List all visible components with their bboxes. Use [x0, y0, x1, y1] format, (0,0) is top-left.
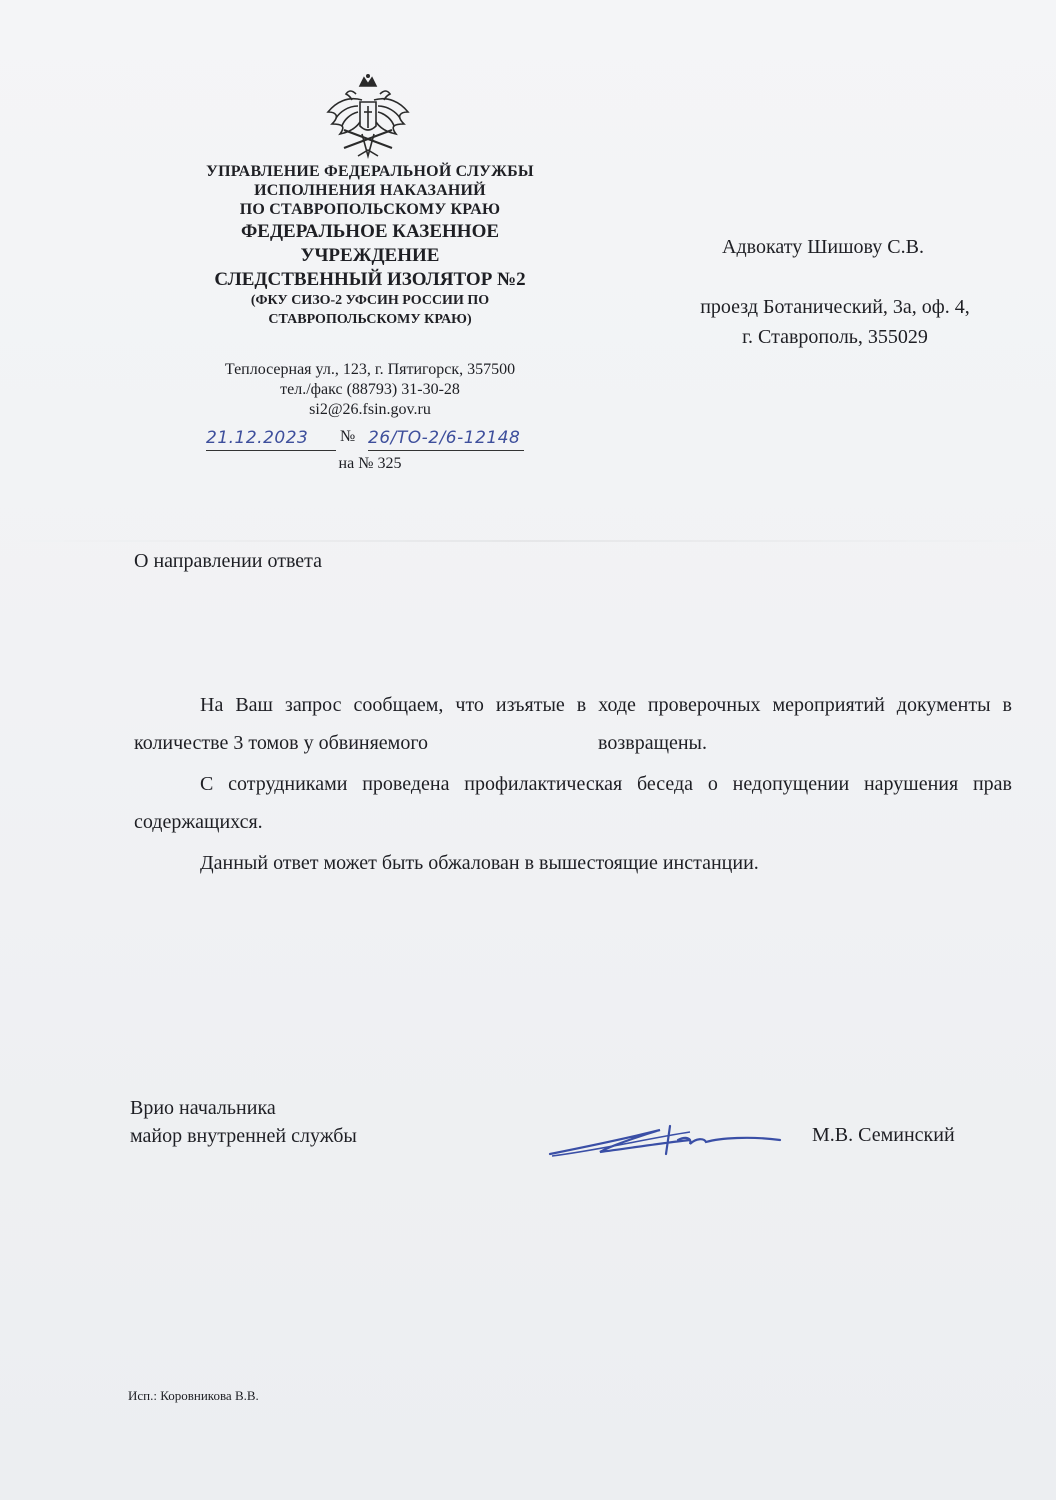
- recipient-address: проезд Ботанический, 3а, оф. 4,: [700, 296, 970, 318]
- recipient-block: [650, 232, 1020, 352]
- organization-header: [170, 162, 570, 329]
- signer-name: М.В. Семинский: [812, 1124, 955, 1146]
- institution-line: УЧРЕЖДЕНИЕ: [300, 245, 440, 266]
- abbreviation-line: СТАВРОПОЛЬСКОМУ КРАЮ): [268, 312, 472, 327]
- org-line: ПО СТАВРОПОЛЬСКОМУ КРАЮ: [239, 201, 501, 218]
- institution-line: ФЕДЕРАЛЬНОЕ КАЗЕННОЕ: [240, 221, 500, 242]
- registration-date: 21.12.2023: [206, 428, 336, 451]
- letter-body: [134, 686, 1012, 885]
- recipient-city: г. Ставрополь, 355029: [742, 326, 928, 348]
- email: si2@26.fsin.gov.ru: [309, 401, 431, 418]
- registration-line: [200, 428, 540, 452]
- position-rank: майор внутренней службы: [130, 1125, 357, 1147]
- abbreviation-line: (ФКУ СИЗО-2 УФСИН РОССИИ ПО: [250, 293, 490, 308]
- paragraph: С сотрудниками проведена профилактическая беседа о недопущении нарушения прав содержащихся.: [134, 773, 1012, 833]
- paragraph: Данный ответ может быть обжалован в вышестоящие инстанции.: [200, 852, 759, 874]
- registration-number: 26/ТО-2/6-12148: [368, 428, 524, 451]
- paragraph-text: На Ваш запрос сообщаем, что изъятые в ходе проверочных мероприятий документы в количестве 3 томов у обвиняемого: [134, 694, 1012, 754]
- signer-position: [130, 1094, 357, 1150]
- subject: О направлении ответа: [134, 550, 323, 572]
- address: Теплосерная ул., 123, г. Пятигорск, 357500: [224, 361, 516, 378]
- number-sign: №: [340, 428, 356, 445]
- contacts: [180, 360, 560, 420]
- executor: Исп.: Коровникова В.В.: [128, 1388, 259, 1403]
- reply-reference: на № 325: [338, 455, 402, 472]
- org-line: УПРАВЛЕНИЕ ФЕДЕРАЛЬНОЙ СЛУЖБЫ: [206, 163, 534, 180]
- paper-fold: [0, 540, 1056, 542]
- paragraph-text: возвращены.: [598, 732, 707, 754]
- position-title: Врио начальника: [130, 1097, 276, 1119]
- phone: тел./факс (88793) 31-30-28: [280, 381, 460, 398]
- org-line: ИСПОЛНЕНИЯ НАКАЗАНИЙ: [254, 182, 486, 199]
- handwritten-signature: [540, 1108, 790, 1168]
- fsin-emblem-icon: [322, 72, 414, 164]
- paragraph: [134, 686, 1012, 762]
- institution-line: СЛЕДСТВЕННЫЙ ИЗОЛЯТОР №2: [214, 269, 526, 290]
- recipient-name: Адвокату Шишову С.В.: [722, 236, 924, 258]
